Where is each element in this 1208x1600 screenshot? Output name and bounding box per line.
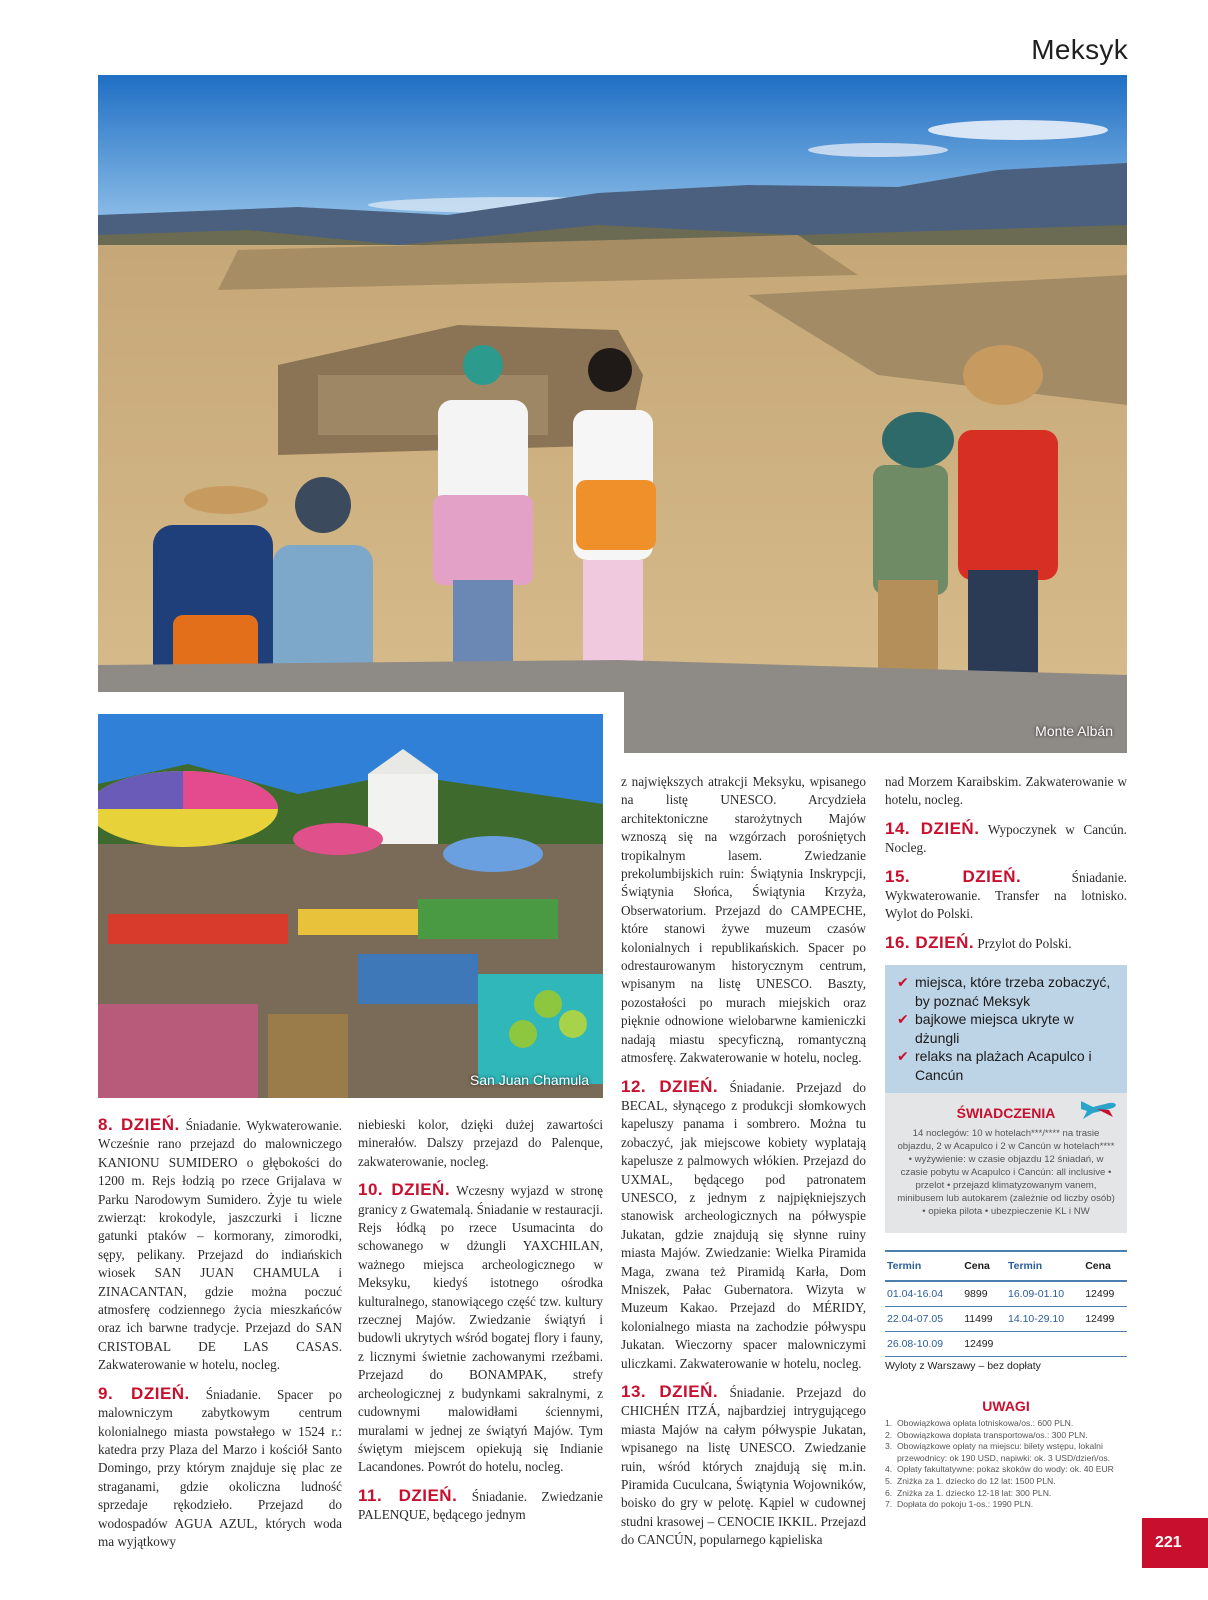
note-text: Dopłata do pokoju 1-os.: 1990 PLN. xyxy=(897,1499,1034,1510)
text-column-2 xyxy=(358,1116,603,1535)
term-cell: 26.08-10.09 xyxy=(885,1332,962,1357)
day-8 xyxy=(98,1116,342,1375)
note-number: 1. xyxy=(885,1418,893,1428)
price-table xyxy=(885,1250,1127,1357)
term-cell xyxy=(1006,1332,1083,1357)
list-item xyxy=(885,1418,1127,1430)
day-11-continued: z największych atrakcji Meksyku, wpisanego na listę UNESCO. Arcydzieła architektoniczne starożytnych Majów wznoszą się na wzgórzach porośniętych tropikalnym lasem. Zwiedzanie prekolumbijskich ruin: Świątynia Inskrypcji, Świątynia Słońca, Świątynia Krzyża, Obserwatorium. Przejazd do CAMPECHE, które stanowi żywe muzeum czasów kolonialnych i republikańskich. Spacer po odrestaurowanym historycznym centrum, wpisanym na listę UNESCO. Baszty, pozostałości po murach miejskich oraz pięknie odnowione wielobarwne kamieniczki nadają miastu specyficzną, romantyczną atmosferę. Zakwaterowanie w hotelu, nocleg. xyxy=(621,774,866,1066)
airplane-icon xyxy=(1079,1097,1119,1121)
day-13-text: Śniadanie. Przejazd do CHICHÉN ITZÁ, najbardziej intrygującego miasta Majów na całym półwyspie Jukatan, wpisanego na listę UNESCO. Zwiedzanie ruin, wśród których znajdują się m.in. Piramida Cuculcana, Świątynia Wojowników, boisko do gry w pelotę. Kąpiel w cudownej studni krasowej – CENOCIE IKKIL. Przejazd do CANCÚN, popularnego kąpieliska xyxy=(621,1385,866,1548)
note-number: 3. xyxy=(885,1441,893,1452)
note-number: 4. xyxy=(885,1464,893,1475)
day-12 xyxy=(621,1078,866,1374)
column-header-term: Termin xyxy=(885,1251,962,1281)
highlights-box xyxy=(885,965,1127,1093)
photo-san-juan-chamula-image xyxy=(98,714,603,1098)
price-cell: 12499 xyxy=(1083,1281,1127,1307)
day-11-label: 11. DZIEŃ. xyxy=(358,1485,458,1505)
page-title: Meksyk xyxy=(1031,34,1128,65)
photo-monte-alban xyxy=(98,75,1127,753)
list-item xyxy=(885,1499,1127,1511)
note-text: Obowiązkowa dopłata transportowa/os.: 300 PLN. xyxy=(897,1429,1088,1440)
price-cell: 12499 xyxy=(1083,1307,1127,1332)
notes-title: UWAGI xyxy=(982,1398,1030,1414)
photo-caption-monte-alban: Monte Albán xyxy=(1035,723,1113,739)
photo-caption-san-juan-chamula: San Juan Chamula xyxy=(469,1072,589,1088)
note-number: 7. xyxy=(885,1499,893,1510)
highlight-item xyxy=(897,973,1117,1010)
table-row xyxy=(885,1281,1127,1307)
text-column-1 xyxy=(98,1116,342,1561)
day-11 xyxy=(358,1487,603,1525)
highlight-text: bajkowe miejsca ukryte w dżungli xyxy=(915,1011,1074,1046)
day-12-text: Śniadanie. Przejazd do BECAL, słynącego z produkcji słomkowych kapeluszy panama i sombrero. Można tu zobaczyć, jak miejscowe kobiety wyplatają kapelusze z palmowych włókien. Przejazd do UXMAL, będącego pod patronatem UNESCO, z jednym z najpiękniejszych stanowisk archeologicznych na półwyspie Jukatan, gdzie znajdują się słynne ruiny miasta Majów. Zwiedzanie: Wielka Piramida Maga, zwana też Piramidą Karła, Dom Mniszek, Pałac Gubernatora. Wizyta w Muzeum Kakao. Przejazd do MÉRIDY, kolonialnego miasta na zachodzie półwyspu Jukatan. Wieczorny spacer malowniczymi uliczkami. Zakwaterowanie w hotelu, nocleg. xyxy=(621,1079,866,1371)
checkmark-icon: ✔ xyxy=(897,974,909,990)
price-table-header xyxy=(885,1251,1127,1281)
day-13-continued: nad Morzem Karaibskim. Zakwaterowanie w hotelu, nocleg. xyxy=(885,774,1127,808)
checkmark-icon: ✔ xyxy=(897,1048,909,1064)
day-9-continued: niebieski kolor, dzięki dużej zawartości minerałów. Dalszy przejazd do Palenque, zakwaterowanie, nocleg. xyxy=(358,1117,603,1169)
note-text: Zniżka za 1. dziecko 12-18 lat: 300 PLN. xyxy=(897,1487,1052,1498)
day-10-text: Wczesny wyjazd w stronę granicy z Gwatemalą. Śniadanie w restauracji. Rejs łódką po rzece Usumacinta do schowanego w dżungli YAXCHILAN, ważnego miejsca archeologicznego w Meksyku, kiedyś istotnego ośrodka kulturalnego, stanowiącego część tzw. kultury rzecznej Majów. Zwiedzanie świątyń i budowli ukrytych wśród bogatej flory i fauny, z licznymi świetnie zachowanymi rzeźbami. Przejazd do BONAMPAK, strefy archeologicznej z budynkami sakralnymi, z cudownymi malowidłami ściennymi, muralami w jednej ze świątyń Majów. Tym świętym miejscem opiekują się Indianie Lacandones. Powrót do hotelu, nocleg. xyxy=(358,1183,603,1475)
note-text: Zniżka za 1. dziecko do 12 lat: 1500 PLN. xyxy=(897,1475,1056,1486)
page-number: 221 xyxy=(1142,1518,1208,1568)
checkmark-icon: ✔ xyxy=(897,1011,909,1027)
table-row xyxy=(885,1307,1127,1332)
services-title: ŚWIADCZENIA xyxy=(956,1105,1056,1121)
day-16-label: 16. DZIEŃ. xyxy=(885,932,975,952)
list-item xyxy=(885,1464,1127,1476)
day-13 xyxy=(621,1383,866,1550)
day-12-label: 12. DZIEŃ. xyxy=(621,1076,719,1096)
day-11-text: Śniadanie. Zwiedzanie PALENQUE, będącego jednym xyxy=(358,1488,603,1523)
term-cell: 22.04-07.05 xyxy=(885,1307,962,1332)
day-14-text: Wypoczynek w Cancún. Nocleg. xyxy=(885,821,1127,856)
column-header-price: Cena xyxy=(1083,1251,1127,1281)
price-cell xyxy=(1083,1332,1127,1357)
text-column-4 xyxy=(885,773,1127,963)
day-10-label: 10. DZIEŃ. xyxy=(358,1180,451,1200)
services-text: 14 noclegów: 10 w hotelach***/**** na trasie objazdu, 2 w Acapulco i 2 w Cancún w hotelach**** • wyżywienie: w czasie objazdu 12 śniadań, w czasie pobytu w Acapulco i Cancún: all inclusive • przelot • przejazd klimatyzowanym vanem, minibusem lub autokarem (zależnie od liczby osób) • opieka pilota • ubezpieczenie KL i NW xyxy=(897,1128,1115,1217)
note-text: Opłaty fakultatywne: pokaz skoków do wody: ok. 40 EUR xyxy=(897,1464,1114,1475)
photo-monte-alban-image xyxy=(98,75,1127,753)
day-14-label: 14. DZIEŃ. xyxy=(885,818,980,838)
price-cell: 11499 xyxy=(962,1307,1006,1332)
note-text: Obowiązkowe opłaty na miejscu: bilety wstępu, lokalni przewodnicy: ok 190 USD, napiwki: ok. 3 USD/dzień/os. xyxy=(897,1441,1111,1463)
highlight-text: miejsca, które trzeba zobaczyć, by poznać Meksyk xyxy=(915,974,1111,1009)
highlight-text: relaks na plażach Acapulco i Cancún xyxy=(915,1048,1092,1083)
flights-note: Wyloty z Warszawy – bez dopłaty xyxy=(885,1360,1041,1372)
column-header-term: Termin xyxy=(1006,1251,1083,1281)
day-15 xyxy=(885,868,1127,924)
term-cell: 01.04-16.04 xyxy=(885,1281,962,1307)
day-9-text: Śniadanie. Spacer po malowniczym zabytkowym centrum kolonialnego miasta powstałego w 1524 r.: katedra przy Plaza del Marzo i kościół Santo Domingo, przy którym znajduje się plac ze straganami, gdzie okoliczna ludność sprzedaje rękodzieło. Przejazd do wodospadów AGUA AZUL, których woda ma wyjątkowy xyxy=(98,1386,342,1549)
highlight-item xyxy=(897,1010,1117,1047)
list-item xyxy=(885,1430,1127,1442)
price-cell: 9899 xyxy=(962,1281,1006,1307)
day-9-label: 9. DZIEŃ. xyxy=(98,1383,190,1403)
price-cell: 12499 xyxy=(962,1332,1006,1357)
note-number: 6. xyxy=(885,1487,893,1498)
note-text: Obowiązkowa opłata lotniskowa/os.: 600 PLN. xyxy=(897,1418,1074,1428)
day-15-text: Śniadanie. Wykwaterowanie. Transfer na lotnisko. Wylot do Polski. xyxy=(885,869,1127,922)
day-9 xyxy=(98,1385,342,1552)
column-header-price: Cena xyxy=(962,1251,1006,1281)
day-13-label: 13. DZIEŃ. xyxy=(621,1382,719,1401)
day-8-label: 8. DZIEŃ. xyxy=(98,1115,180,1134)
note-number: 5. xyxy=(885,1475,893,1486)
day-16-text: Przylot do Polski. xyxy=(974,935,1072,951)
day-10 xyxy=(358,1181,603,1477)
list-item xyxy=(885,1441,1127,1464)
day-16 xyxy=(885,934,1127,953)
day-8-text: Śniadanie. Wykwaterowanie. Wcześnie rano przejazd do malowniczego KANIONU SUMIDERO o głębokości do 1200 m. Rejs łodzią po rzece Grijalava w Parku Narodowym Sumidero. Żyje tu wiele zwierząt: krokodyle, jaszczurki i liczne gatunki ptaków – kormorany, zimorodki, sępy, pelikany. Przejazd do indiańskich wiosek SAN JUAN CHAMULA i ZINACANTAN, gdzie można poczuć atmosferę codziennego życia mieszkańców oraz ich barwne tradycje. Przejazd do SAN CRISTOBAL DE LAS CASAS. Zakwaterowanie w hotelu, nocleg. xyxy=(98,1118,342,1373)
text-column-3 xyxy=(621,773,866,1560)
note-number: 2. xyxy=(885,1429,893,1440)
highlight-item xyxy=(897,1047,1117,1084)
photo-san-juan-chamula xyxy=(98,714,603,1098)
term-cell: 16.09-01.10 xyxy=(1006,1281,1083,1307)
list-item xyxy=(885,1488,1127,1500)
term-cell: 14.10-29.10 xyxy=(1006,1307,1083,1332)
notes-list xyxy=(885,1418,1127,1511)
day-14 xyxy=(885,820,1127,858)
list-item xyxy=(885,1476,1127,1488)
day-15-label: 15. DZIEŃ. xyxy=(885,866,1022,886)
table-row xyxy=(885,1332,1127,1357)
services-box xyxy=(885,1093,1127,1233)
